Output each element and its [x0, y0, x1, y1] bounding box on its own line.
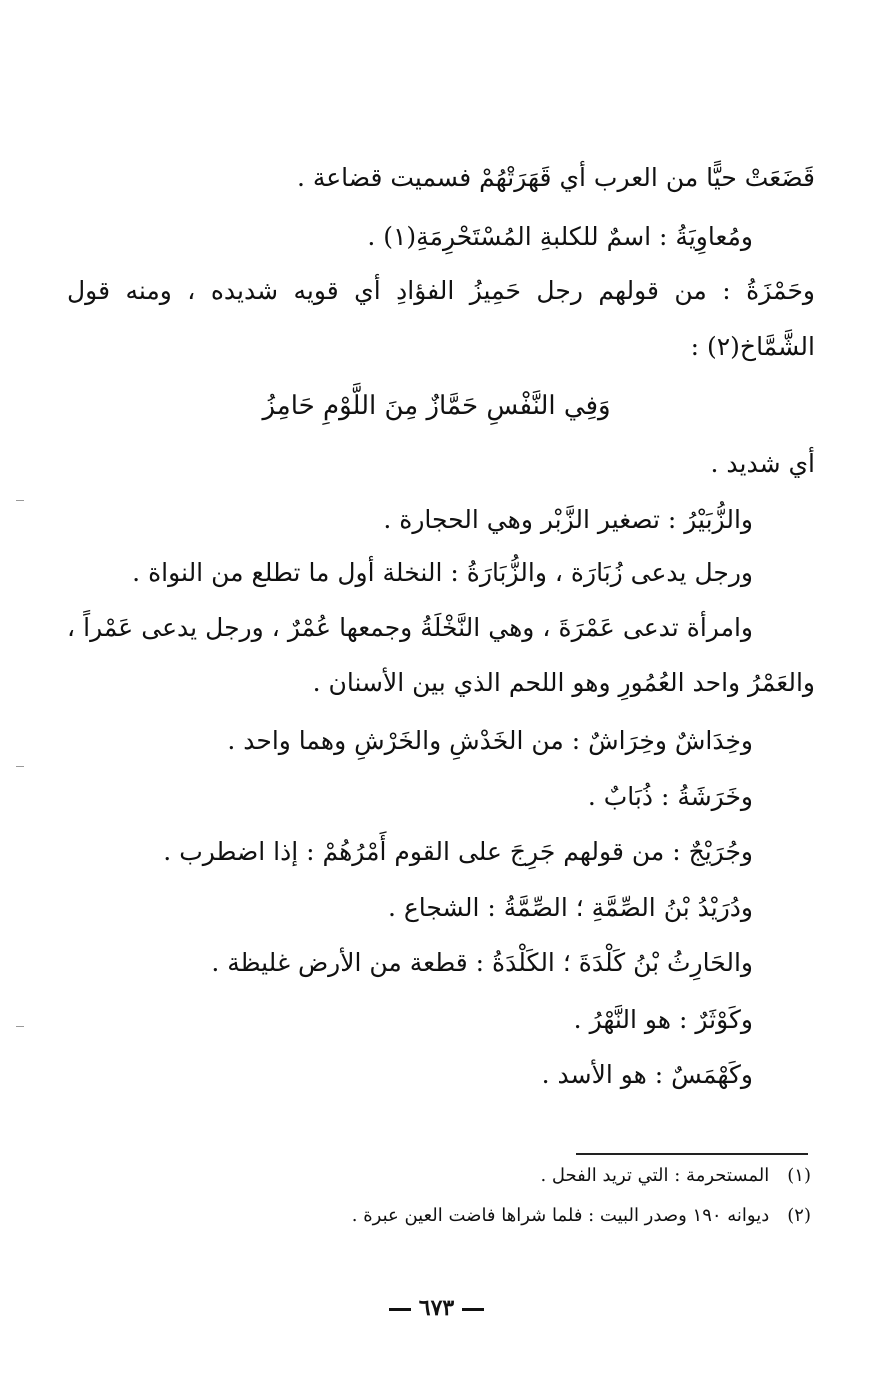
margin-mark — [16, 500, 24, 501]
page-number — [0, 1293, 873, 1323]
text-line: وجُرَيْجٌ : من قولهم جَرِجَ على القوم أَمْرُهُمْ : إذا اضطرب . — [163, 837, 753, 866]
footnote — [540, 1163, 811, 1189]
text-line: الشَّمَّاخ(٢) : — [690, 332, 815, 361]
footnote-text: المستحرمة : التي تريد الفحل . — [540, 1165, 770, 1186]
text-line: قَضَعَتْ حيًّا من العرب أي قَهَرَتْهُمْ فسميت قضاعة . — [296, 163, 815, 192]
margin-mark — [16, 1026, 24, 1027]
text-line: والزُّبَيْرُ : تصغير الزَّبْر وهي الحجارة . — [383, 505, 753, 534]
poetry-verse: وَفِي النَّفْسِ حَمَّازٌ مِنَ اللَّوْمِ حَامِزُ — [262, 391, 611, 421]
margin-mark — [16, 766, 24, 767]
footnote-number: (٢) — [787, 1205, 811, 1226]
text-line: والعَمْرُ واحد العُمُورِ وهو اللحم الذي بين الأسنان . — [312, 668, 815, 697]
text-line: وخِدَاشٌ وخِرَاشٌ : من الخَدْشِ والخَرْشِ وهما واحد . — [227, 726, 753, 755]
text-line: وحَمْزَةُ : من قولهم رجل حَمِيزُ الفؤادِ أي قويه شديده ، ومنه قول — [67, 276, 815, 305]
dash-right — [389, 1308, 411, 1311]
footnote-separator — [576, 1153, 808, 1155]
footnote — [352, 1203, 811, 1229]
text-line: ورجل يدعى زُبَارَة ، والزُّبَارَةُ : النخلة أول ما تطلع من النواة . — [132, 558, 753, 587]
page-number-value: ٦٧٣ — [418, 1295, 455, 1321]
text-line: أي شديد . — [710, 449, 815, 478]
text-line: ودُرَيْدُ بْنُ الصِّمَّةِ ؛ الصِّمَّةُ : الشجاع . — [387, 893, 753, 922]
text-line: وخَرَشَةُ : ذُبَابٌ . — [587, 782, 753, 811]
footnote-number: (١) — [787, 1165, 811, 1186]
dash-left — [462, 1308, 484, 1311]
text-line: وامرأة تدعى عَمْرَةَ ، وهي النَّخْلَةُ وجمعها عُمْرٌ ، ورجل يدعى عَمْراً ، — [67, 613, 753, 642]
footnote-text: ديوانه ١٩٠ وصدر البيت : فلما شراها فاضت العين عبرة . — [351, 1205, 770, 1226]
text-line: والحَارِثُ بْنُ كَلْدَةَ ؛ الكَلْدَةُ : قطعة من الأرض غليظة . — [211, 948, 753, 977]
text-line: ومُعاوِيَةُ : اسمٌ للكلبةِ المُسْتَحْرِمَةِ(١) . — [367, 222, 753, 251]
text-line: وكَوْثَرٌ : هو النَّهْرُ . — [573, 1005, 753, 1034]
text-line: وكَهْمَسٌ : هو الأسد . — [541, 1060, 753, 1089]
